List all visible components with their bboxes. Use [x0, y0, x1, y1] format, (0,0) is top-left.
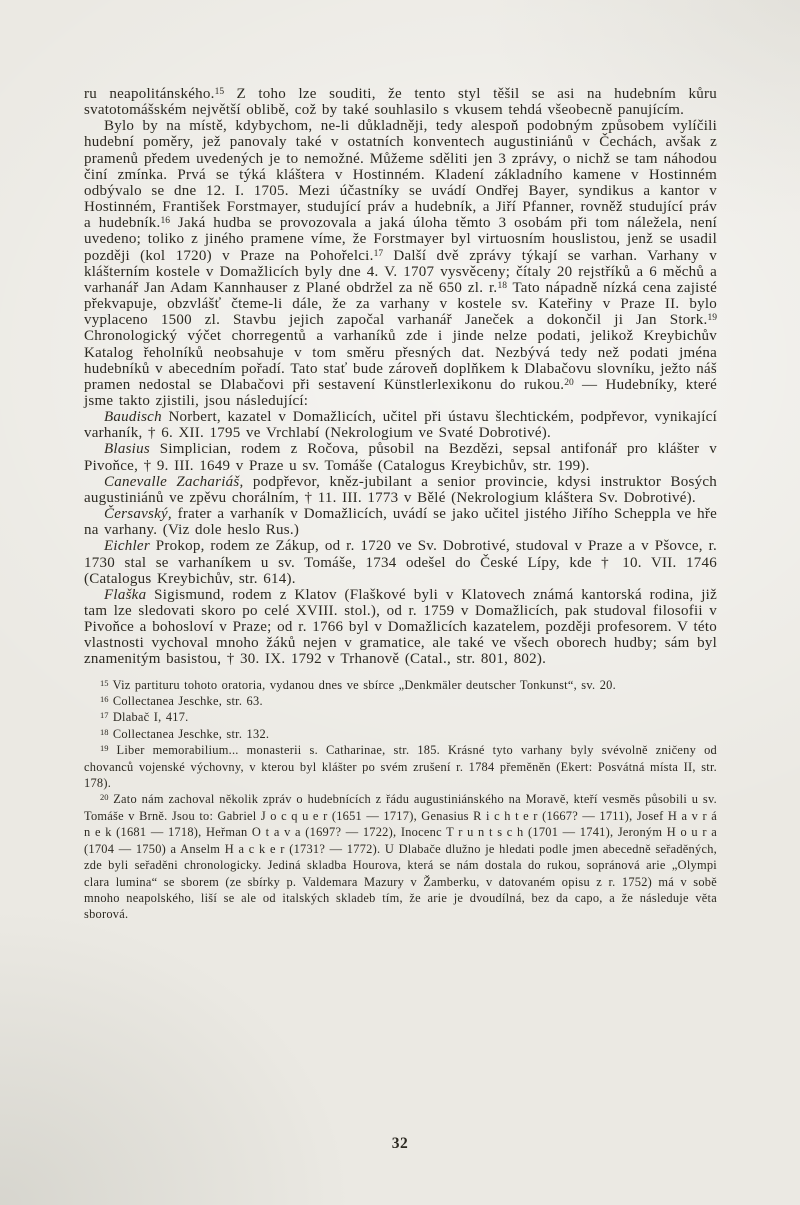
footnote-text: Collectanea Jeschke, str. 63. — [108, 694, 263, 709]
entry-name: Eichler — [104, 538, 150, 555]
body-text: Z toho lze souditi, že tento styl těšil se asi na hudebním kůru svatotomášském největší oblibě, což by také souhlasilo s vkusem tehdá všeobecně panujícím. — [84, 86, 718, 119]
entry-blasius — [84, 441, 717, 473]
footnote-number: 17 — [100, 710, 109, 721]
paragraph-main — [84, 118, 717, 409]
entry-flaska — [84, 587, 717, 668]
footnote-16 — [84, 693, 717, 709]
body-text: — Hudebníky, které jsme takto zjistili, jsou následující: — [84, 376, 717, 409]
entry-baudisch — [84, 409, 717, 441]
page-number: 32 — [391, 1135, 409, 1152]
entry-name: Baudisch — [104, 409, 162, 426]
body-text: Chronologický výčet chorregentů a varhaníků zde i jinde nelze podati, jelikož Kreybichův Katalog řeholníků neobsahuje v tom směru přesných dat. Nezbývá tedy než podati jména hudebníků v abecedním pořadí. Tato stať bude zároveň doplňkem k Dlabačovu slovníku, ježto náš pramen nedostal se Dlabačovi při sestavení Künstlerlexikonu do rukou. — [84, 328, 717, 393]
footnote-ref-17: 17 — [373, 248, 384, 259]
body-text: Jaká hudba se provozovala a jaká úloha těmto 3 osobám při tom náležela, není uvedeno; toliko z jiného pramene víme, že Forstmayer byl virtuosním houslistou, jenž se usadil později (kol 1720) v Praze na Pohořelci. — [84, 215, 717, 264]
footnote-17 — [84, 709, 717, 725]
footnote-number: 19 — [100, 743, 109, 754]
footnote-ref-18: 18 — [497, 280, 507, 291]
footnote-text: Collectanea Jeschke, str. 132. — [108, 726, 270, 741]
entry-cersavsky — [84, 506, 717, 538]
footnote-ref-16: 16 — [160, 216, 171, 227]
footnote-ref-19: 19 — [707, 313, 717, 324]
entry-text: Norbert, kazatel v Domažlicích, učitel při ústavu šlechtickém, podpřevor, vynikající varhaník, † 6. XII. 1795 ve Vrchlabí (Nekrologium ve Svaté Dobrotivé). — [84, 409, 717, 442]
footnote-number: 18 — [100, 726, 109, 737]
footnote-ref-15: 15 — [214, 87, 225, 97]
entry-eichler — [84, 538, 717, 586]
body-text: Tato nápadně nízká cena zajisté překvapuje, obzvlášť čteme-li dále, že za varhany v kostele sv. Kateřiny v Praze II. bylo vyplaceno 1500 zl. Stavbu jejich započal varhanář Janeček a dokončil ji Jan Stork. — [84, 279, 717, 329]
entry-name: Canevalle Zachariáš, — [104, 473, 244, 490]
footnote-15 — [84, 677, 717, 693]
page-text-block — [84, 86, 717, 923]
footnote-18 — [84, 726, 717, 742]
footnotes-section — [84, 677, 717, 923]
footnote-ref-20: 20 — [564, 377, 574, 388]
entry-text: Prokop, rodem ze Zákup, od r. 1720 ve Sv. Dobrotivé, studoval v Praze a v Pšovce, r. 1730 stal se varhaníkem u sv. Tomáše, 1734 odešel do České Lípy, kde † 10. VII. 1746 (Catalogus Kreybichův, str. 614). — [84, 538, 717, 587]
body-text: Další dvě zprávy týkají se varhan. Varhany v klášterním kostele v Domažlicích byly dne 4. V. 1707 vysvěceny; čítaly 20 rejstříků a 6 měchů a varhanář Jan Adam Kannhauser z Plané obdržel za ně 650 zl. r. — [84, 247, 717, 296]
footnote-number: 15 — [100, 677, 109, 688]
entry-name: Blasius — [104, 441, 150, 458]
footnote-19 — [84, 742, 717, 791]
body-text: ru neapolitánského. — [84, 86, 215, 102]
entry-text: Simplician, rodem z Ročova, působil na Bezdězi, sepsal antifonář pro klášter v Pivoňce, † 9. III. 1649 v Praze u sv. Tomáše (Catalogus Kreybichův, str. 199). — [84, 441, 717, 474]
footnote-number: 16 — [100, 694, 109, 705]
footnote-text: Liber memorabilium... monasterii s. Catharinae, str. 185. Krásné tyto varhany byly svévolně zničeny od chovanců vojenské výchovny, v kterou byl klášter po svém zrušení r. 1784 přeměněn (Ekert: Posvátná místa II, str. 178). — [84, 743, 717, 791]
footnote-text: Dlabač I, 417. — [108, 710, 189, 725]
entry-name: Flaška — [104, 586, 147, 603]
footnote-20 — [84, 791, 717, 922]
entry-text: frater a varhaník v Domažlicích, uvádí se jako učitel jistého Jiřího Scheppla ve hře na varhany. (Viz dole heslo Rus.) — [84, 506, 717, 539]
entry-text: podpřevor, kněz-jubilant a senior provincie, kdysi instruktor Bosých augustiniánů ve zpěvu chorálním, † 11. III. 1773 v Bělé (Nekrologium kláštera Sv. Dobrotivé). — [84, 473, 718, 506]
footnote-number: 20 — [100, 792, 109, 803]
entry-text: Sigismund, rodem z Klatov (Flaškové byli v Klatovech známá kantorská rodina, již tam lze sledovati skoro po celé XVIII. stol.), od r. 1759 v Domažlicích, pak studoval filosofii v Pivoňce a bohosloví v Praze; od r. 1766 byl v Domažlicích kazatelem, později profesorem. V této vlastnosti vychoval mnoho žáků nejen v gramatice, ale také ve všech oborech hudby; sám byl znamenitým basistou, † 30. IX. 1792 v Trhanově (Catal., str. 801, 802). — [84, 586, 717, 668]
footnote-text: Viz partituru tohoto oratoria, vydanou dnes ve sbírce „Denkmäler deutscher Tonkunst“, sv. 20. — [108, 677, 616, 692]
body-text: Bylo by na místě, kdybychom, ne-li důkladněji, tedy alespoň podobným způsobem vylíčili hudební poměry, jež panovaly také v ostatních konventech augustiniánů v Čechách, avšak z pramenů předem uvedených je to nemožné. Můžeme sděliti jen 3 zprávy, o nichž se tam náhodou činí zmínka. Prvá se týká kláštera v Hostinném. Kladení základního kamene v Hostinném odbývalo se dne 12. I. 1705. Mezi účastníky se uvádí Ondřej Bayer, syndikus a kantor v Hostinném, František Forstmayer, studující práv a hudebník, a Jiří Pfanner, rovněž studující práv a hudebník. — [84, 118, 717, 232]
paragraph-continuation — [84, 86, 717, 118]
entry-canevalle — [84, 474, 717, 506]
entry-name: Čersavský, — [104, 506, 172, 523]
footnote-text: Zato nám zachoval několik zpráv o hudebnících z řádu augustiniánského na Moravě, kteří vesměs působili u sv. Tomáše v Brně. Jsou to: Gabriel J o c q u e r (1651 — 1717), Genasius R i c h t e r (1667? — 1711), Josef H a v r á n e k (1681 — 1718), Heřman O t a v a (1697? — 1722), Inocenc T r u n t s c h (1701 — 1741), Jeroným H o u r a (1704 — 1750) a Anselm H a c k e r (1731? — 1772). U Dlabače dlužno je hledati podle jmen abecedně seřaděných, zde byli seřaděni chronologicky. Jediná skladba Hourova, která se nám dostala do rukou, sopránová arie „Olympi clara lumina“ se sborem (ze sbírky p. Valdemara Mazury v Žamberku, v datovaném opisu z r. 1752) má v sobě mnoho neapolského, liší se ale od italských skladeb tím, že arie je dvoudílná, bez da capo, a že následuje věta sborová. — [84, 792, 717, 922]
